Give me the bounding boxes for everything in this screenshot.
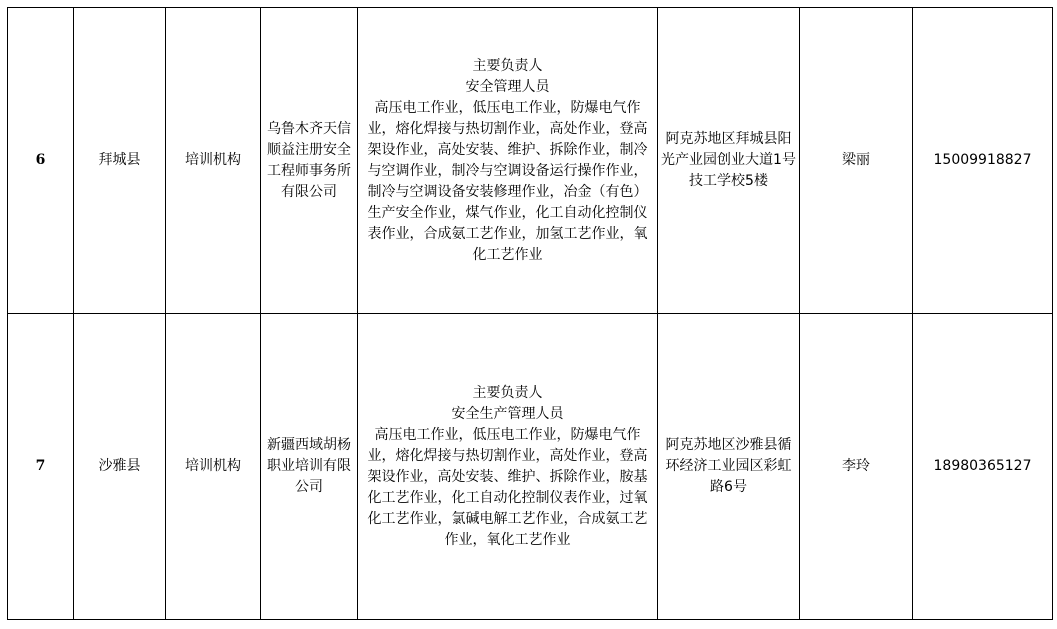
type-cell: 培训机构 bbox=[166, 314, 261, 620]
training-scope-cell bbox=[358, 314, 658, 620]
phone-cell: 18980365127 bbox=[913, 314, 1053, 620]
address-cell: 阿克苏地区拜城县阳光产业园创业大道1号技工学校5楼 bbox=[658, 8, 800, 314]
scope-heading: 安全管理人员 bbox=[465, 78, 550, 95]
contact-cell: 梁丽 bbox=[800, 8, 913, 314]
type-cell: 培训机构 bbox=[166, 8, 261, 314]
scope-body: 高压电工作业，低压电工作业，防爆电气作业，熔化焊接与热切割作业，高处作业，登高架设作业，高处安装、维护、拆除作业，胺基化工艺作业，化工自动化控制仪表作业，过氧化工艺作业，氯碱电解工艺作业，合成氨工艺作业，氧化工艺作业 bbox=[367, 426, 648, 548]
county-cell: 沙雅县 bbox=[74, 314, 166, 620]
org-name-cell: 乌鲁木齐天信顺益注册安全工程师事务所有限公司 bbox=[261, 8, 358, 314]
scope-heading: 安全生产管理人员 bbox=[451, 405, 564, 422]
table-row bbox=[8, 314, 1053, 620]
table-row bbox=[8, 8, 1053, 314]
address-cell: 阿克苏地区沙雅县循环经济工业园区彩虹路6号 bbox=[658, 314, 800, 620]
row-index: 6 bbox=[8, 8, 74, 314]
county-cell: 拜城县 bbox=[74, 8, 166, 314]
org-name-cell: 新疆西域胡杨职业培训有限公司 bbox=[261, 314, 358, 620]
contact-cell: 李玲 bbox=[800, 314, 913, 620]
scope-body: 高压电工作业，低压电工作业，防爆电气作业，熔化焊接与热切割作业，高处作业，登高架设作业，高处安装、维护、拆除作业，制冷与空调作业，制冷与空调设备运行操作作业，制冷与空调设备安装修理作业，冶金（有色）生产安全作业，煤气作业，化工自动化控制仪表作业，合成氨工艺作业，加氢工艺作业，氧化工艺作业 bbox=[367, 99, 648, 263]
training-scope-cell bbox=[358, 8, 658, 314]
training-institutions-table bbox=[7, 7, 1053, 620]
phone-cell: 15009918827 bbox=[913, 8, 1053, 314]
scope-heading: 主要负责人 bbox=[472, 57, 543, 74]
row-index: 7 bbox=[8, 314, 74, 620]
scope-heading: 主要负责人 bbox=[472, 384, 543, 401]
